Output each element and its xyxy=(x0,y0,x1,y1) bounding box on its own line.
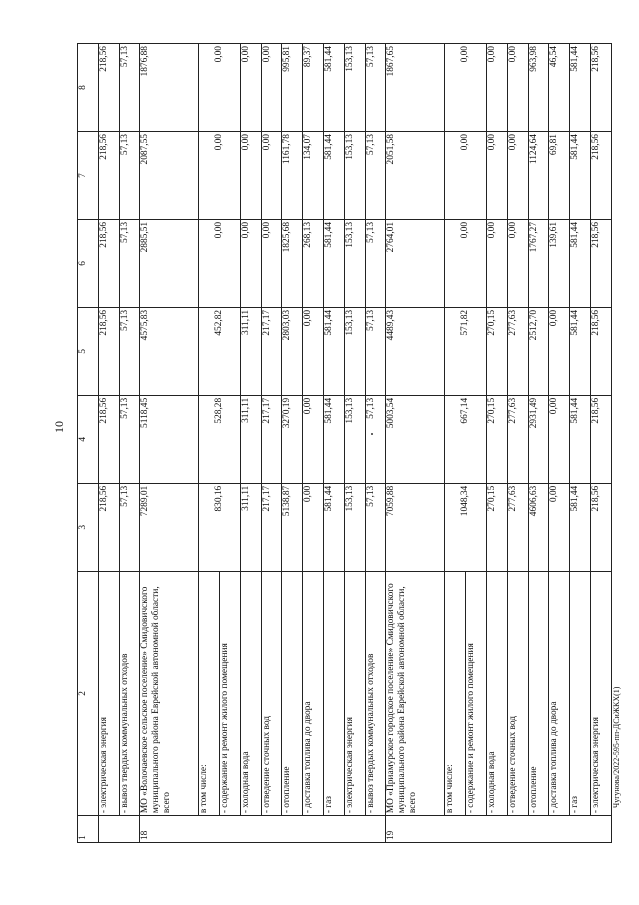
item-label: - электрическая энергия xyxy=(344,571,365,815)
value-cell: 581,44 xyxy=(324,395,345,483)
value-cell: 0,00 xyxy=(199,132,241,220)
table-row xyxy=(261,44,282,843)
value-cell: 0,00 xyxy=(261,132,282,220)
col-header-3: 3 xyxy=(78,483,99,571)
value-cell: 57,13 xyxy=(119,132,140,220)
value-cell: 571,82 xyxy=(445,307,487,395)
value-cell: 0,00 xyxy=(445,132,487,220)
value-cell: 0,00 xyxy=(549,483,570,571)
value-cell: 0,00 xyxy=(445,44,487,132)
value-cell: 581,44 xyxy=(570,219,591,307)
value-cell: 581,44 xyxy=(324,483,345,571)
item-label: - содержание и ремонт жилого помещения xyxy=(466,571,487,815)
value-cell: 218,56 xyxy=(590,132,611,220)
value-cell: 218,56 xyxy=(98,219,119,307)
total-cell: 2764,01 xyxy=(386,219,445,307)
total-cell: 4489,43 xyxy=(386,307,445,395)
value-cell: 218,56 xyxy=(98,132,119,220)
table-row xyxy=(240,44,261,843)
value-cell: 0,00 xyxy=(199,219,241,307)
value-cell: 153,13 xyxy=(344,307,365,395)
value-cell: 0,00 xyxy=(486,219,507,307)
row-number: 19 xyxy=(386,816,612,843)
value-cell: 218,56 xyxy=(590,307,611,395)
value-cell: 3270,19 xyxy=(282,395,303,483)
value-cell: 0,00 xyxy=(261,219,282,307)
value-cell: 1124,64 xyxy=(528,132,549,220)
item-label: - газ xyxy=(324,571,345,815)
item-label: - доставка топлива до двора xyxy=(303,571,324,815)
value-cell: 217,17 xyxy=(261,395,282,483)
item-label: - отопление xyxy=(528,571,549,815)
value-cell: 57,13 xyxy=(365,44,386,132)
value-cell: 218,56 xyxy=(590,483,611,571)
value-cell: 0,00 xyxy=(549,395,570,483)
including-label: в том числе: xyxy=(445,571,466,815)
page-number: 10 xyxy=(52,421,66,433)
value-cell: 134,07 xyxy=(303,132,324,220)
value-cell: 4606,63 xyxy=(528,483,549,571)
value-cell: 89,37 xyxy=(303,44,324,132)
municipality-name: МО «Приамурское городское поселение» Смидовичского муниципального района Еврейской автономной области, всего xyxy=(386,571,445,815)
value-cell: 0,00 xyxy=(303,483,324,571)
total-cell: 2885,51 xyxy=(140,219,199,307)
tariff-table-wrapper xyxy=(77,43,612,843)
table-row xyxy=(324,44,345,843)
total-cell: 7289,01 xyxy=(140,483,199,571)
value-cell: 452,82 xyxy=(199,307,241,395)
value-cell: 581,44 xyxy=(324,44,345,132)
value-cell: 218,56 xyxy=(590,219,611,307)
table-row xyxy=(282,44,303,843)
total-cell: 2051,58 xyxy=(386,132,445,220)
value-cell: 153,13 xyxy=(344,483,365,571)
value-cell: 581,44 xyxy=(324,219,345,307)
value-cell: 0,00 xyxy=(549,307,570,395)
table-row xyxy=(365,44,386,843)
value-cell: 581,44 xyxy=(324,132,345,220)
total-cell: 2087,55 xyxy=(140,132,199,220)
value-cell: 0,00 xyxy=(507,219,528,307)
value-cell: 268,13 xyxy=(303,219,324,307)
municipality-total-row xyxy=(140,44,199,843)
item-label: - электрическая энергия xyxy=(590,571,611,815)
value-cell: 5138,87 xyxy=(282,483,303,571)
municipality-name: МО «Волочаевское сельское поселение» Смидовичского муниципального района Еврейской автономной области, всего xyxy=(140,571,199,815)
value-cell: 218,56 xyxy=(98,395,119,483)
item-label: - газ xyxy=(570,571,591,815)
table-row xyxy=(549,44,570,843)
item-label: - отопление xyxy=(282,571,303,815)
value-cell: 1825,68 xyxy=(282,219,303,307)
item-label: - отведение сточных вод xyxy=(507,571,528,815)
col-header-8: 8 xyxy=(78,44,99,132)
value-cell: 277,63 xyxy=(507,307,528,395)
item-label: - электрическая энергия xyxy=(98,571,119,815)
value-cell: 57,13 xyxy=(119,307,140,395)
value-cell: 1767,27 xyxy=(528,219,549,307)
value-cell: 2512,70 xyxy=(528,307,549,395)
total-cell: 7059,88 xyxy=(386,483,445,571)
item-label: - отведение сточных вод xyxy=(261,571,282,815)
value-cell: 0,00 xyxy=(486,44,507,132)
table-row xyxy=(344,44,365,843)
table-row xyxy=(590,44,611,843)
value-cell: 311,11 xyxy=(240,395,261,483)
including-label: в том числе: xyxy=(199,571,220,815)
value-cell: 277,63 xyxy=(507,395,528,483)
value-cell: 218,56 xyxy=(590,395,611,483)
value-cell: 57,13 xyxy=(119,219,140,307)
value-cell: 270,15 xyxy=(486,307,507,395)
total-cell: 5003,54 xyxy=(386,395,445,483)
table-row xyxy=(119,44,140,843)
item-label: - вывоз твердых коммунальных отходов xyxy=(365,571,386,815)
value-cell: 581,44 xyxy=(570,132,591,220)
value-cell: 581,44 xyxy=(570,307,591,395)
value-cell: 581,44 xyxy=(324,307,345,395)
value-cell: 2931,49 xyxy=(528,395,549,483)
value-cell: 57,13 xyxy=(119,395,140,483)
document-code: Чугунова/2022-595-пп-ДСиЖКХ(1) xyxy=(612,686,621,808)
value-cell: 270,15 xyxy=(486,483,507,571)
value-cell: 1048,34 xyxy=(445,483,487,571)
value-cell: 0,00 xyxy=(240,219,261,307)
num-cell xyxy=(98,816,119,843)
value-cell: 57,13 xyxy=(365,395,386,483)
value-cell: 57,13 xyxy=(365,307,386,395)
value-cell: 667,14 xyxy=(445,395,487,483)
value-cell: 963,98 xyxy=(528,44,549,132)
value-cell: 581,44 xyxy=(570,44,591,132)
value-cell: 1161,78 xyxy=(282,132,303,220)
value-cell: 46,54 xyxy=(549,44,570,132)
num-cell xyxy=(119,816,140,843)
value-cell: 218,56 xyxy=(98,44,119,132)
value-cell: 0,00 xyxy=(303,307,324,395)
value-cell: 581,44 xyxy=(570,483,591,571)
value-cell: 153,13 xyxy=(344,44,365,132)
value-cell: 277,63 xyxy=(507,483,528,571)
value-cell: 218,56 xyxy=(98,307,119,395)
header-row xyxy=(78,44,99,843)
total-cell: 5118,45 xyxy=(140,395,199,483)
value-cell: 995,81 xyxy=(282,44,303,132)
table-row xyxy=(486,44,507,843)
col-header-1: 1 xyxy=(78,816,99,843)
item-label: - холодная вода xyxy=(486,571,507,815)
value-cell: 270,15 xyxy=(486,395,507,483)
table-row xyxy=(199,44,220,843)
table-row xyxy=(570,44,591,843)
value-cell: 0,00 xyxy=(486,132,507,220)
value-cell: 0,00 xyxy=(445,219,487,307)
value-cell: 0,00 xyxy=(303,395,324,483)
municipality-total-row xyxy=(386,44,445,843)
value-cell: 528,28 xyxy=(199,395,241,483)
value-cell: 57,13 xyxy=(365,219,386,307)
value-cell: 57,13 xyxy=(119,483,140,571)
value-cell: 0,00 xyxy=(261,44,282,132)
col-header-6: 6 xyxy=(78,219,99,307)
col-header-5: 5 xyxy=(78,307,99,395)
value-cell: 153,13 xyxy=(344,132,365,220)
value-cell: 57,13 xyxy=(119,44,140,132)
value-cell: 0,00 xyxy=(507,132,528,220)
value-cell: 0,00 xyxy=(240,44,261,132)
col-header-7: 7 xyxy=(78,132,99,220)
value-cell: 830,16 xyxy=(199,483,241,571)
item-label: - вывоз твердых коммунальных отходов xyxy=(119,571,140,815)
value-cell: 153,13 xyxy=(344,219,365,307)
item-label: - содержание и ремонт жилого помещения xyxy=(220,571,241,815)
value-cell: 217,17 xyxy=(261,483,282,571)
item-label: - холодная вода xyxy=(240,571,261,815)
value-cell: 0,00 xyxy=(507,44,528,132)
value-cell: 218,56 xyxy=(98,483,119,571)
value-cell: 69,81 xyxy=(549,132,570,220)
value-cell: 218,56 xyxy=(590,44,611,132)
tariff-table xyxy=(77,43,612,843)
table-row xyxy=(528,44,549,843)
table-row xyxy=(445,44,466,843)
value-cell: 139,61 xyxy=(549,219,570,307)
total-cell: 1867,65 xyxy=(386,44,445,132)
value-cell: 153,13 xyxy=(344,395,365,483)
value-cell: 311,11 xyxy=(240,307,261,395)
total-cell: 4575,83 xyxy=(140,307,199,395)
value-cell: 0,00 xyxy=(199,44,241,132)
item-label: - доставка топлива до двора xyxy=(549,571,570,815)
col-header-4: 4 xyxy=(78,395,99,483)
value-cell: 57,13 xyxy=(365,132,386,220)
value-cell: 217,17 xyxy=(261,307,282,395)
value-cell: 581,44 xyxy=(570,395,591,483)
col-header-2: 2 xyxy=(78,571,99,815)
table-row xyxy=(507,44,528,843)
table-row xyxy=(98,44,119,843)
total-cell: 1876,88 xyxy=(140,44,199,132)
row-number: 18 xyxy=(140,816,386,843)
table-row xyxy=(303,44,324,843)
value-cell: 311,11 xyxy=(240,483,261,571)
value-cell: 2803,03 xyxy=(282,307,303,395)
value-cell: 57,13 xyxy=(365,483,386,571)
value-cell: 0,00 xyxy=(240,132,261,220)
